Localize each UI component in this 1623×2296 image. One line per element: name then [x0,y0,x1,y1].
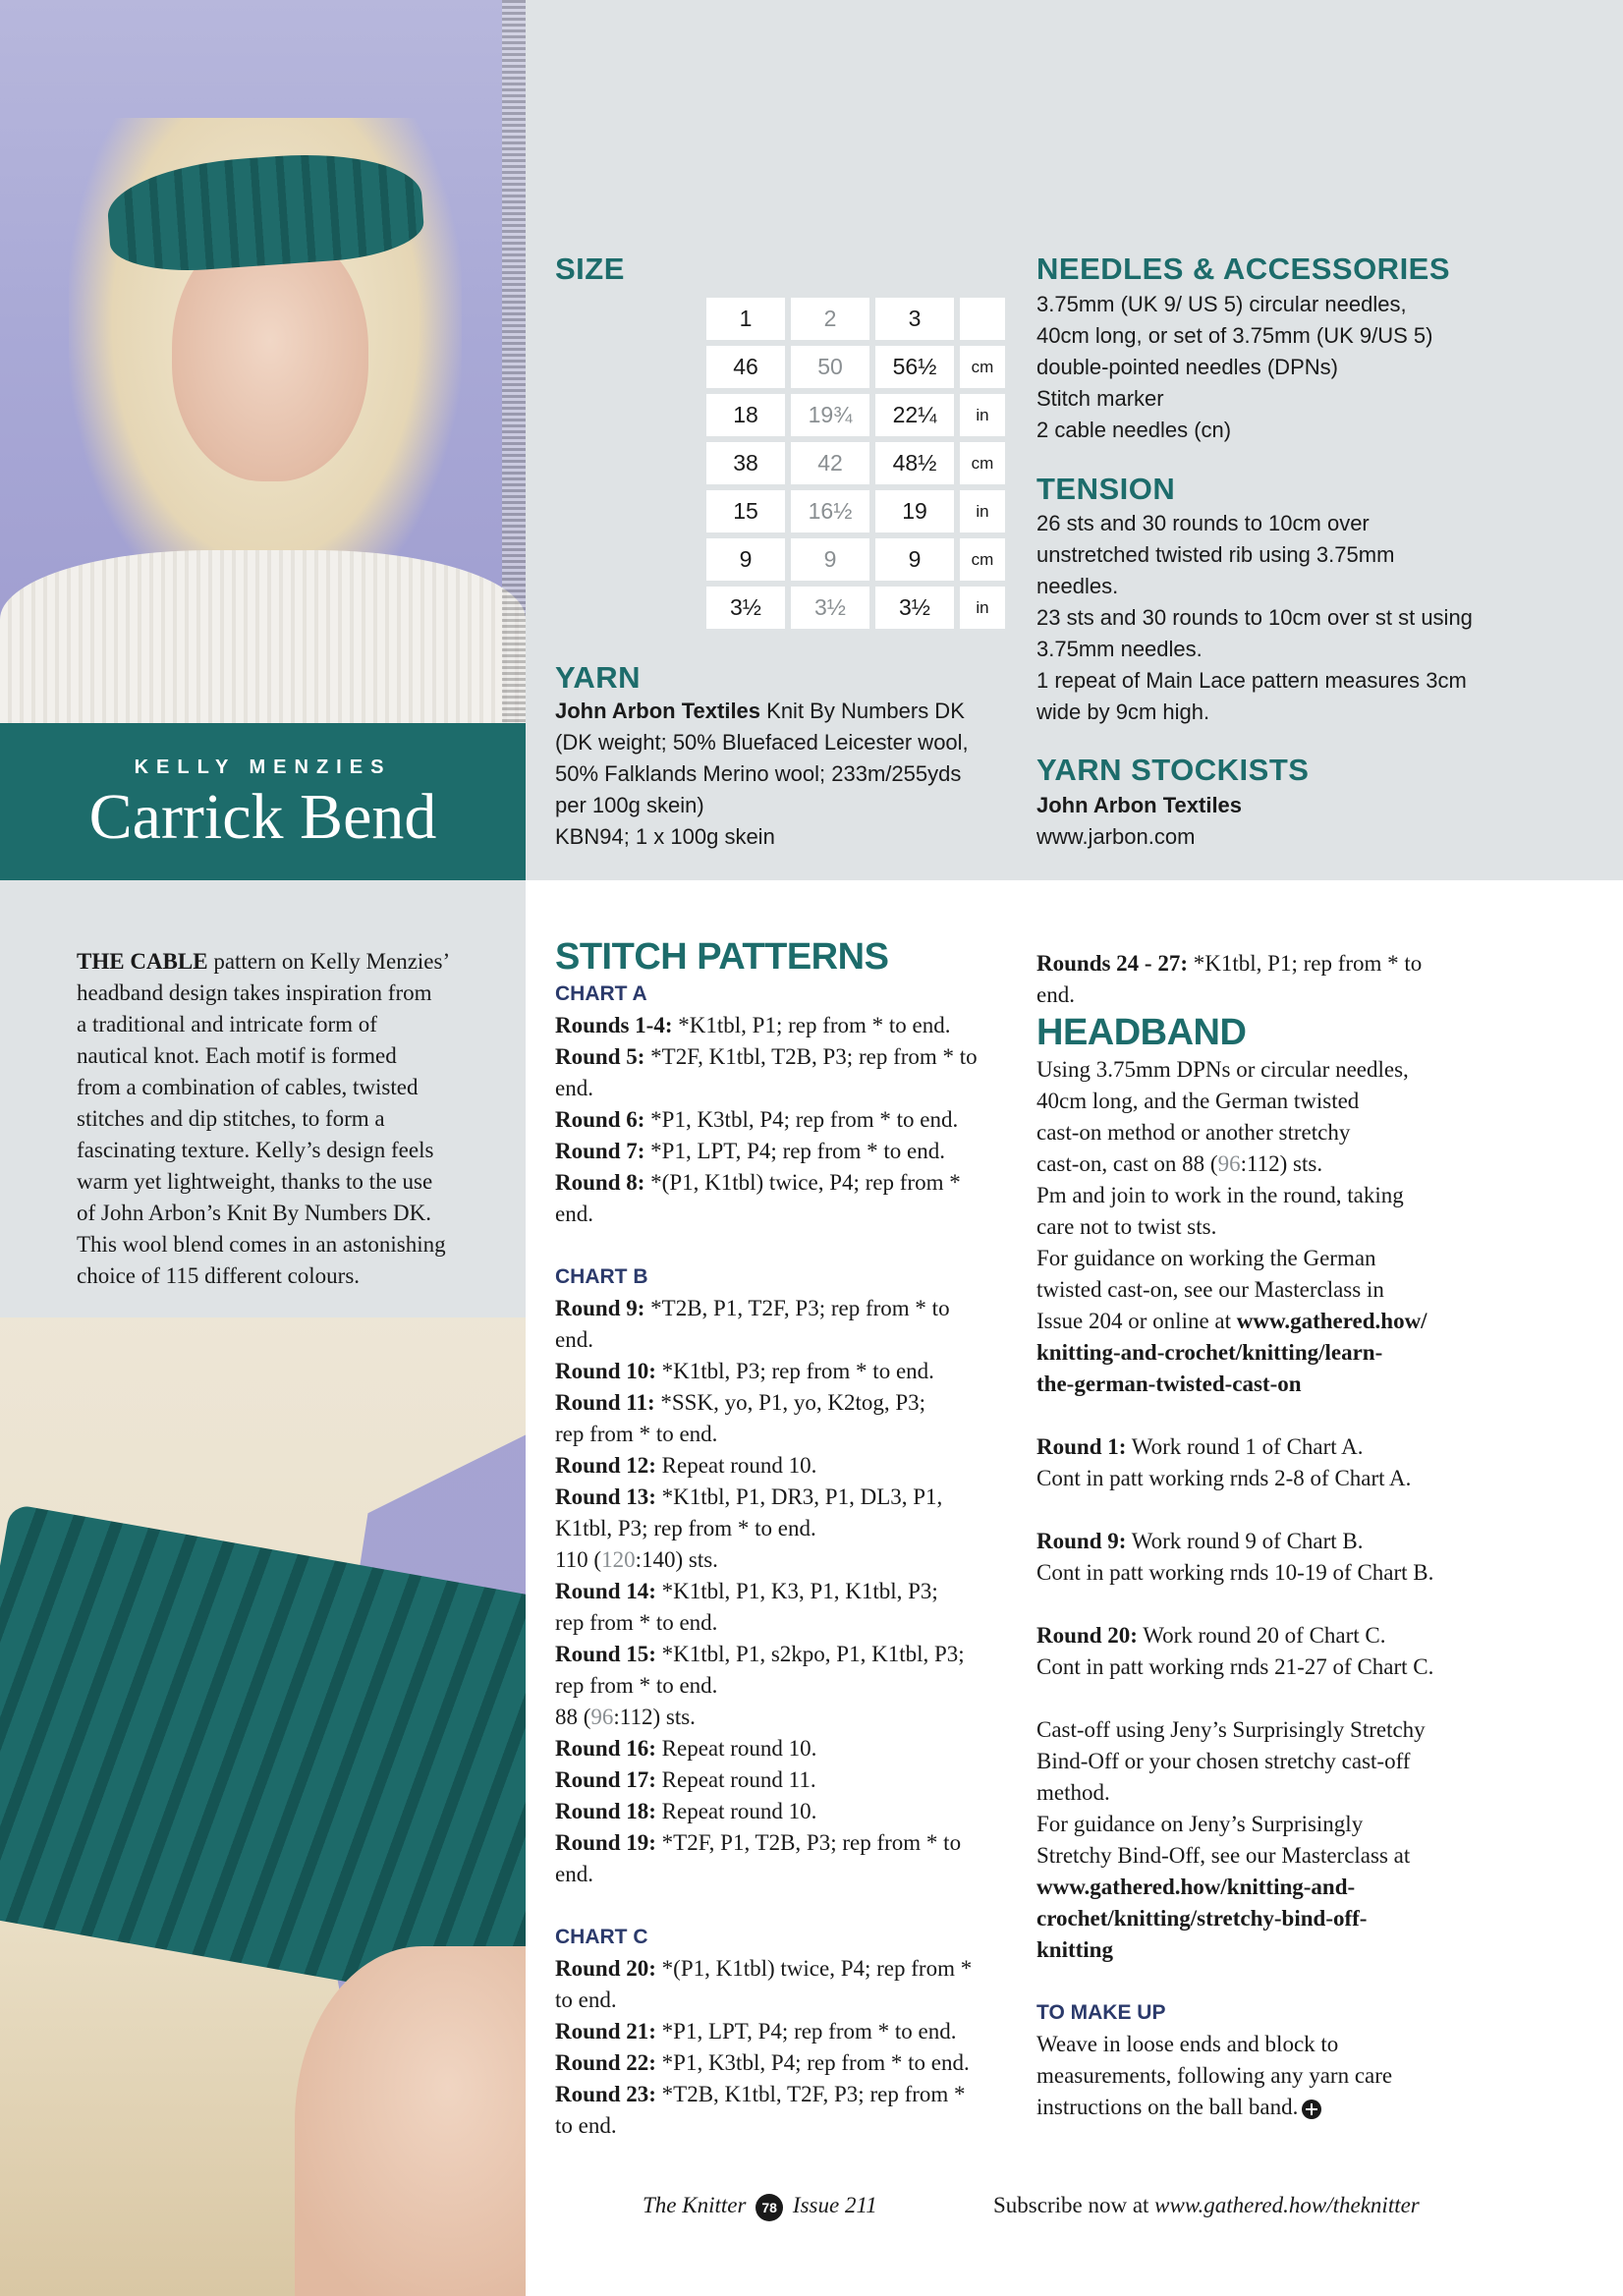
intro-lead: THE CABLE [77,949,208,974]
size-value: 9 [791,538,869,581]
stitch-count: :140) sts. [635,1547,718,1572]
make-up-line: instructions on the ball band. [1036,2095,1299,2119]
round-label: Round 9: [1036,1529,1127,1553]
round-label: Round 20: [555,1956,656,1981]
intro-line: choice of 115 different colours. [77,1263,361,1288]
chart-c-heading: CHART C [555,1926,648,1948]
stockists-heading: YARN STOCKISTS [1036,753,1310,787]
intro-line: headband design takes inspiration from [77,980,432,1005]
size-value: 22¼ [875,394,954,436]
stitch-count-size2: 120 [601,1547,636,1572]
round-text: *T2B, K1tbl, T2F, P3; rep from * [655,2082,966,2106]
make-up-line: measurements, following any yarn care [1036,2063,1393,2088]
round-text: *P1, K3tbl, P4; rep from * to end. [644,1107,959,1132]
yarn-line: 50% Falklands Merino wool; 233m/255yds [555,761,962,786]
round-text: *K1tbl, P1; rep from * to end. [672,1013,951,1037]
needles-details [1036,289,1587,446]
size-value: 18 [706,394,785,436]
german-cast-on-link[interactable]: www.gathered.how/ [1236,1309,1427,1333]
round-text: to end. [555,2113,617,2138]
round-text: *K1tbl, P3; rep from * to end. [655,1359,934,1383]
round-text: *P1, LPT, P4; rep from * to end. [655,2019,957,2044]
castoff-line: Bind-Off or your chosen stretchy cast-off [1036,1749,1411,1773]
round-text: end. [1036,982,1075,1007]
tension-line: needles. [1036,574,1119,598]
unit-in: in [960,490,1005,532]
round-label: Round 6: [555,1107,645,1132]
castoff-line: Cast-off using Jeny’s Surprisingly Stretchy [1036,1717,1426,1742]
yarn-line: per 100g skein) [555,793,704,817]
headband-line: Issue 204 or online at [1036,1309,1237,1333]
title-block [0,723,526,880]
round-text: Work round 1 of Chart A. [1126,1434,1364,1459]
size-value: 3½ [791,587,869,629]
round-text: rep from * to end. [555,1610,718,1635]
size-value: 42 [791,442,869,484]
unit-cm: cm [960,346,1005,388]
size-value: 38 [706,442,785,484]
round-label: Round 19: [555,1830,656,1855]
round-text: *(P1, K1tbl) twice, P4; rep from * [655,1956,973,1981]
round-text: Work round 20 of Chart C. [1137,1623,1386,1648]
round-label: Round 10: [555,1359,656,1383]
tension-line: 26 sts and 30 rounds to 10cm over [1036,511,1370,535]
round-text: Repeat round 11. [655,1767,816,1792]
unit-cm: cm [960,538,1005,581]
castoff-line: For guidance on Jeny’s Surprisingly [1036,1812,1364,1836]
make-up-line: Weave in loose ends and block to [1036,2032,1339,2056]
size-value: 15 [706,490,785,532]
round-label: Round 1: [1036,1434,1127,1459]
castoff-line: method. [1036,1780,1110,1805]
unit-cm: cm [960,442,1005,484]
stitch-count: :112) sts. [613,1705,696,1729]
tension-line: 3.75mm needles. [1036,637,1203,661]
stockists-details [1036,790,1587,853]
size-value: 3½ [875,587,954,629]
size-value: 48½ [875,442,954,484]
round-text: *K1tbl, P1; rep from * to [1188,951,1423,976]
intro-line: fascinating texture. Kelly’s design feels [77,1138,434,1162]
stockist-name: John Arbon Textiles [1036,793,1243,817]
size-value: 9 [706,538,785,581]
round-label: Round 11: [555,1390,655,1415]
size-value: 19¾ [791,394,869,436]
round-label: Round 15: [555,1642,656,1666]
round-text: end. [555,1327,593,1352]
headband-model-photo [0,0,526,723]
headband-line: 40cm long, and the German twisted [1036,1089,1360,1113]
headband-heading: HEADBAND [1036,1012,1247,1053]
round-label: Round 21: [555,2019,656,2044]
yarn-details [555,696,1007,853]
size-value: 9 [875,538,954,581]
stitch-patterns-column [555,935,1007,2142]
page-footer-left [643,2193,877,2221]
headband-line: Pm and join to work in the round, taking [1036,1183,1404,1207]
round-label: Round 7: [555,1139,645,1163]
chart-a-heading: CHART A [555,982,647,1005]
yarn-heading: YARN [555,660,641,695]
chart-b-heading: CHART B [555,1265,648,1288]
size-value: 50 [791,346,869,388]
intro-line: warm yet lightweight, thanks to the use [77,1169,433,1194]
intro-line: stitches and dip stitches, to form a [77,1106,385,1131]
round-label: Round 16: [555,1736,656,1761]
intro-line: pattern on Kelly Menzies’ [207,949,451,974]
round-text: *K1tbl, P1, DR3, P1, DL3, P1, [655,1484,943,1509]
round-text: *T2F, K1tbl, T2B, P3; rep from * to [644,1044,978,1069]
round-text: *(P1, K1tbl) twice, P4; rep from * [644,1170,961,1195]
headband-line: twisted cast-on, see our Masterclass in [1036,1277,1384,1302]
yarn-brand: John Arbon Textiles [555,699,761,723]
round-text: Cont in patt working rnds 10-19 of Chart B. [1036,1560,1434,1585]
page-footer-right [993,2193,1420,2218]
headband-line: For guidance on working the German [1036,1246,1376,1270]
tension-heading: TENSION [1036,472,1176,506]
designer-name: KELLY MENZIES [134,756,392,778]
unit-in: in [960,587,1005,629]
intro-line: This wool blend comes in an astonishing [77,1232,446,1257]
tension-details [1036,508,1606,728]
headband-line: cast-on, cast on 88 ( [1036,1151,1218,1176]
headband-column [1036,948,1587,2123]
magazine-name: The Knitter [643,2193,747,2217]
round-text: Repeat round 10. [655,1453,817,1478]
stitch-patterns-heading: STITCH PATTERNS [555,936,889,978]
round-label: Round 13: [555,1484,656,1509]
size-number: 3 [875,298,954,340]
page-number: 78 [756,2194,783,2221]
round-label: Rounds 24 - 27: [1036,951,1189,976]
headband-line: care not to twist sts. [1036,1214,1217,1239]
round-text: rep from * to end. [555,1673,718,1698]
round-label: Rounds 1-4: [555,1013,673,1037]
round-label: Round 14: [555,1579,656,1603]
tension-line: 23 sts and 30 rounds to 10cm over st st using [1036,605,1473,630]
round-label: Round 12: [555,1453,656,1478]
bind-off-link[interactable]: crochet/knitting/stretchy-bind-off- [1036,1906,1368,1931]
round-text: end. [555,1862,593,1886]
round-text: Repeat round 10. [655,1736,817,1761]
intro-line: a traditional and intricate form of [77,1012,377,1036]
yarn-line: (DK weight; 50% Bluefaced Leicester wool, [555,730,969,755]
round-text: Cont in patt working rnds 2-8 of Chart A. [1036,1466,1412,1490]
round-text: Repeat round 10. [655,1799,817,1823]
yarn-line: KBN94; 1 x 100g skein [555,824,775,849]
size-value: 19 [875,490,954,532]
needles-line: 3.75mm (UK 9/ US 5) circular needles, [1036,292,1407,316]
pattern-title: Carrick Bend [88,781,437,853]
unit-blank [960,298,1005,340]
needles-heading: NEEDLES & ACCESSORIES [1036,252,1451,286]
round-label: Round 17: [555,1767,656,1792]
tension-line: wide by 9cm high. [1036,700,1210,724]
end-of-pattern-icon [1302,2100,1321,2119]
headband-line: :112) sts. [1240,1151,1323,1176]
stitch-count-size2: 96 [590,1705,614,1729]
needles-line: Stitch marker [1036,386,1164,411]
german-cast-on-link[interactable]: the-german-twisted-cast-on [1036,1372,1302,1396]
round-text: *P1, K3tbl, P4; rep from * to end. [655,2050,970,2075]
needles-line: 2 cable needles (cn) [1036,418,1232,442]
size-value: 46 [706,346,785,388]
round-label: Round 9: [555,1296,645,1320]
size-heading: SIZE [555,252,625,286]
subscribe-text: Subscribe now at [993,2193,1155,2217]
round-text: Cont in patt working rnds 21-27 of Chart C. [1036,1654,1434,1679]
headband-closeup-photo [0,1317,526,2296]
round-text: rep from * to end. [555,1422,718,1446]
size-value: 3½ [706,587,785,629]
sweater [0,550,526,723]
round-text: end. [555,1202,593,1226]
stockist-url[interactable]: www.jarbon.com [1036,824,1196,849]
round-text: K1tbl, P3; rep from * to end. [555,1516,816,1540]
headband-line: Using 3.75mm DPNs or circular needles, [1036,1057,1409,1082]
yarn-line: Knit By Numbers DK [760,699,965,723]
tension-line: unstretched twisted rib using 3.75mm [1036,542,1395,567]
round-text: *T2B, P1, T2F, P3; rep from * to [644,1296,950,1320]
round-text: *T2F, P1, T2B, P3; rep from * to [655,1830,962,1855]
round-text: *K1tbl, P1, s2kpo, P1, K1tbl, P3; [655,1642,965,1666]
round-text: end. [555,1076,593,1100]
round-text: *K1tbl, P1, K3, P1, K1tbl, P3; [655,1579,938,1603]
round-text: to end. [555,1988,617,2012]
german-cast-on-link[interactable]: knitting-and-crochet/knitting/learn- [1036,1340,1383,1365]
round-label: Round 23: [555,2082,656,2106]
bind-off-link[interactable]: www.gathered.how/knitting-and- [1036,1875,1356,1899]
bind-off-link[interactable]: knitting [1036,1937,1113,1962]
round-text: Work round 9 of Chart B. [1126,1529,1364,1553]
round-text: *P1, LPT, P4; rep from * to end. [644,1139,945,1163]
round-label: Round 8: [555,1170,645,1195]
intro-line: nautical knot. Each motif is formed [77,1043,397,1068]
size-number: 1 [706,298,785,340]
headband-line: cast-on method or another stretchy [1036,1120,1351,1145]
issue-number: Issue 211 [792,2193,877,2217]
round-label: Round 22: [555,2050,656,2075]
needles-line: double-pointed needles (DPNs) [1036,355,1338,379]
intro-line: of John Arbon’s Knit By Numbers DK. [77,1201,431,1225]
stitch-count: 88 ( [555,1705,591,1729]
stitch-count-size2: 96 [1217,1151,1241,1176]
round-label: Round 18: [555,1799,656,1823]
stitch-count: 110 ( [555,1547,602,1572]
round-label: Round 20: [1036,1623,1138,1648]
round-text: *SSK, yo, P1, yo, K2tog, P3; [654,1390,926,1415]
make-up-heading: TO MAKE UP [1036,2001,1166,2024]
subscribe-link[interactable]: www.gathered.how/theknitter [1154,2193,1420,2217]
needles-line: 40cm long, or set of 3.75mm (UK 9/US 5) [1036,323,1433,348]
tension-line: 1 repeat of Main Lace pattern measures 3cm [1036,668,1467,693]
intro-line: from a combination of cables, twisted [77,1075,419,1099]
size-number: 2 [791,298,869,340]
round-label: Round 5: [555,1044,645,1069]
size-value: 16½ [791,490,869,532]
castoff-line: Stretchy Bind-Off, see our Masterclass at [1036,1843,1411,1868]
size-value: 56½ [875,346,954,388]
unit-in: in [960,394,1005,436]
intro-text [77,946,501,1292]
